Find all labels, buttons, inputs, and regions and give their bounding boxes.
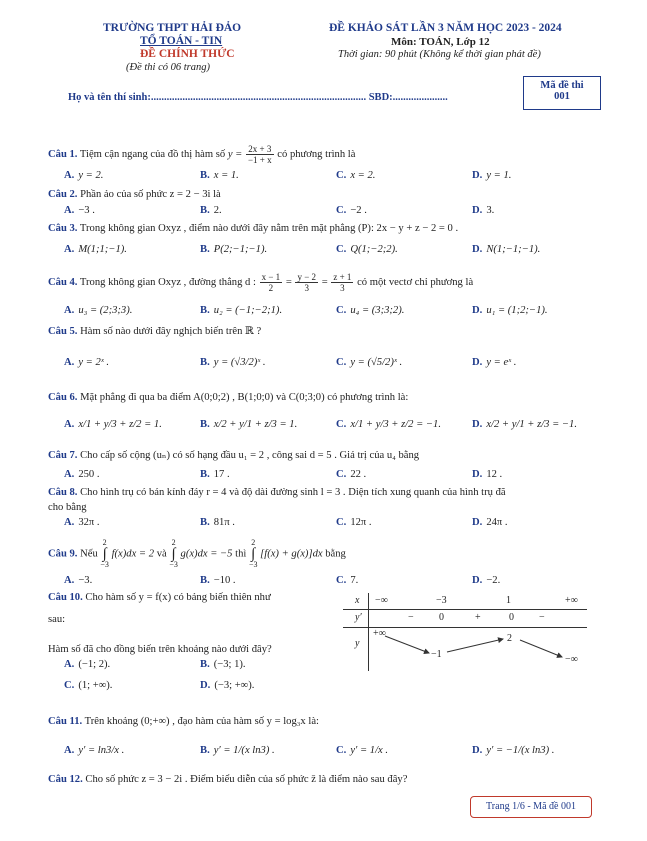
answer-text: x/2 + y/1 + z/3 = 1.: [213, 419, 298, 430]
answer-text: 7.: [350, 575, 359, 586]
q10-answer-c[interactable]: [64, 680, 112, 691]
num: z + 1: [333, 272, 352, 282]
answer-label: D.: [472, 419, 483, 430]
q8-answer-a[interactable]: [64, 517, 100, 528]
q2-answer-d[interactable]: [472, 205, 494, 216]
table-sign-1: 0: [439, 612, 444, 623]
question-1: [48, 144, 355, 165]
q4-frac-x: [260, 272, 283, 293]
answer-text: (1; +∞).: [78, 680, 113, 691]
table-y-label: y: [355, 638, 360, 649]
answer-label: D.: [472, 205, 483, 216]
q5-text: Hàm số nào dưới đây nghịch biến trên ℝ ?: [80, 326, 262, 337]
q7-text: Cho cấp số cộng (uₙ) có số hạng đầu u₁ = 2 , công sai d = 5 . Giá trị của u₄ bằng: [80, 450, 420, 461]
answer-text: y = (√3/2)ˣ .: [213, 357, 266, 368]
q12-label: Câu 12.: [48, 774, 83, 785]
answer-label: A.: [64, 469, 75, 480]
question-10: [48, 591, 271, 604]
table-x-3: +∞: [565, 595, 578, 606]
q9-answer-a[interactable]: [64, 575, 92, 586]
arrow-down-2: [520, 640, 562, 657]
answer-label: A.: [64, 659, 75, 670]
answer-text: (−3; 1).: [213, 659, 246, 670]
q8-label: Câu 8.: [48, 487, 78, 498]
answer-label: A.: [64, 305, 75, 316]
question-10-cont: sau:: [48, 614, 66, 625]
upper: 2: [102, 538, 107, 547]
q2-label: Câu 2.: [48, 189, 78, 200]
answer-label: D.: [472, 575, 483, 586]
answer-text: 250 .: [78, 469, 100, 480]
answer-label: B.: [200, 419, 210, 430]
q2-answer-b[interactable]: [200, 205, 222, 216]
answer-text: y = (√5/2)ˣ .: [350, 357, 403, 368]
answer-text: 17 .: [213, 469, 230, 480]
answer-label: A.: [64, 419, 75, 430]
q4-answer-d[interactable]: [472, 305, 548, 316]
q11-answer-c[interactable]: [336, 745, 388, 756]
q1-fraction: [246, 144, 274, 165]
table-sign-4: −: [539, 612, 545, 623]
answer-text: 2.: [213, 205, 222, 216]
q11-answer-b[interactable]: [200, 745, 275, 756]
q10-answer-d[interactable]: [200, 680, 254, 691]
answer-label: B.: [200, 517, 210, 528]
answer-text: 32π .: [78, 517, 100, 528]
answer-text: y′ = 1/x .: [350, 745, 389, 756]
q8-answer-d[interactable]: [472, 517, 508, 528]
question-4: Câu 4. Trong không gian Oxyz , đường thẳng d : $\frac{x - 1}{2}$ = $\frac{y - 2}{3}$ = $\frac{z + 1}{3}$ có một vectơ chỉ phương là: [48, 272, 474, 293]
answer-text: (−1; 2).: [78, 659, 111, 670]
q1-answer-a[interactable]: [64, 170, 103, 181]
answer-text: y = 2ˣ .: [78, 357, 110, 368]
q4-label: Câu 4.: [48, 276, 78, 288]
q7-answer-c[interactable]: [336, 469, 366, 480]
table-y-2: 2: [507, 633, 512, 644]
q3-answer-c[interactable]: [336, 244, 398, 255]
subject: Môn: TOÁN, Lớp 12: [391, 36, 490, 48]
q10-answer-a[interactable]: [64, 659, 110, 670]
answer-label: C.: [336, 205, 347, 216]
answer-label: A.: [64, 517, 75, 528]
question-3: [48, 222, 458, 235]
page-footer: Trang 1/6 - Mã đề 001: [470, 796, 592, 818]
answer-label: C.: [336, 517, 347, 528]
q10-label: Câu 10.: [48, 592, 83, 603]
table-x-2: 1: [506, 595, 511, 606]
q9-i2: g(x)dx = −5: [180, 548, 233, 560]
q4-text: Trong không gian Oxyz , đường thẳng d :: [79, 276, 256, 288]
answer-text: u₁ = (1;2;−1).: [486, 305, 548, 316]
q5-answer-a[interactable]: [64, 357, 109, 368]
q11-answer-a[interactable]: [64, 745, 124, 756]
answer-label: D.: [472, 170, 483, 181]
q8-answer-c[interactable]: [336, 517, 372, 528]
q4-frac-z: [331, 272, 353, 293]
q4-tail: có một vectơ chỉ phương là: [357, 276, 474, 288]
q1-text: Tiệm cận ngang của đồ thị hàm số: [79, 148, 226, 160]
den: 3: [340, 283, 345, 293]
q6-answer-a[interactable]: [64, 419, 162, 430]
q9-answer-c[interactable]: [336, 575, 358, 586]
variation-table: [343, 593, 587, 671]
answer-label: B.: [200, 205, 210, 216]
answer-text: N(1;−1;−1).: [486, 244, 541, 255]
q3-label: Câu 3.: [48, 223, 78, 234]
official-label: ĐỀ CHÍNH THỨC: [140, 48, 235, 60]
q1-num: 2x + 3: [246, 144, 274, 155]
q3-answer-d[interactable]: [472, 244, 540, 255]
answer-text: x/1 + y/3 + z/2 = 1.: [78, 419, 162, 430]
exam-title: ĐỀ KHẢO SÁT LẦN 3 NĂM HỌC 2023 - 2024: [329, 22, 562, 34]
answer-text: M(1;1;−1).: [78, 244, 127, 255]
answer-label: D.: [472, 305, 483, 316]
question-9: [48, 539, 346, 569]
q11-answer-d[interactable]: [472, 745, 554, 756]
q3-answer-b[interactable]: [200, 244, 267, 255]
question-6: [48, 391, 408, 404]
answer-text: 22 .: [350, 469, 367, 480]
q7-answer-d[interactable]: [472, 469, 502, 480]
lower: −3: [248, 560, 258, 569]
answer-text: −2 .: [350, 205, 367, 216]
answer-text: y = eˣ .: [486, 357, 517, 368]
q1-answer-c[interactable]: [336, 170, 375, 181]
q7-label: Câu 7.: [48, 450, 78, 461]
den: 2: [268, 283, 274, 293]
q6-label: Câu 6.: [48, 392, 78, 403]
answer-text: (−3; +∞).: [214, 680, 255, 691]
q1-tail: có phương trình là: [277, 148, 356, 160]
table-y-0: +∞: [373, 628, 386, 639]
answer-label: B.: [200, 745, 210, 756]
answer-text: 12π .: [350, 517, 372, 528]
answer-label: C.: [336, 170, 347, 181]
q5-answer-c[interactable]: [336, 357, 402, 368]
table-sign-3: 0: [509, 612, 514, 623]
q9-i3: [f(x) + g(x)]dx: [260, 548, 323, 560]
q10-answer-b[interactable]: [200, 659, 246, 670]
table-y-3: −∞: [565, 654, 578, 665]
answer-label: B.: [200, 170, 210, 181]
answer-text: −3 .: [78, 205, 95, 216]
upper: 2: [171, 538, 176, 547]
table-x-1: −3: [436, 595, 447, 606]
q7-answer-b[interactable]: [200, 469, 230, 480]
question-5: [48, 325, 261, 338]
q9-integral-2: 2 ∫ −3: [169, 538, 178, 569]
answer-label: A.: [64, 745, 75, 756]
num: x − 1: [261, 272, 281, 282]
table-x-label: x: [355, 595, 360, 606]
table-y-1: −1: [431, 649, 442, 660]
answer-label: C.: [64, 680, 75, 691]
pages-note: (Đề thi có 06 trang): [126, 62, 210, 73]
q4-frac-y: [295, 272, 318, 293]
answer-text: x/1 + y/3 + z/2 = −1.: [350, 419, 441, 430]
q6-text: Mặt phẳng đi qua ba điểm A(0;0;2) , B(1;0;0) và C(0;3;0) có phương trình là:: [80, 392, 409, 403]
table-arrows: [343, 593, 587, 671]
q9-text: Nếu: [80, 548, 98, 560]
answer-label: B.: [200, 305, 210, 316]
table-x-0: −∞: [375, 595, 388, 606]
answer-text: x = 2.: [350, 170, 376, 181]
q8-text: Cho hình trụ có bán kính đáy r = 4 và độ dài đường sinh l = 3 . Diện tích xung quanh của hình trụ đã: [80, 487, 506, 498]
answer-label: B.: [200, 575, 210, 586]
lower: −3: [100, 560, 109, 569]
answer-text: x = 1.: [213, 170, 239, 181]
q4-answer-b[interactable]: [200, 305, 282, 316]
q9-label: Câu 9.: [48, 548, 78, 560]
answer-label: D.: [472, 469, 483, 480]
answer-text: Q(1;−2;2).: [350, 244, 398, 255]
table-sign-0: −: [408, 612, 414, 623]
q5-label: Câu 5.: [48, 326, 78, 337]
answer-label: D.: [472, 745, 483, 756]
q2-answer-a[interactable]: [64, 205, 95, 216]
answer-text: P(2;−1;−1).: [213, 244, 268, 255]
question-2: [48, 188, 221, 201]
answer-label: B.: [200, 244, 210, 255]
q1-label: Câu 1.: [48, 148, 78, 160]
q7-answer-a[interactable]: [64, 469, 100, 480]
answer-text: y′ = 1/(x ln3) .: [213, 745, 275, 756]
q5-answer-b[interactable]: [200, 357, 266, 368]
q10-text: Cho hàm số y = f(x) có bảng biến thiên như: [85, 592, 271, 603]
table-yp-label: y′: [355, 612, 362, 623]
q9-integral-1: 2 ∫ −3: [100, 538, 109, 569]
answer-label: A.: [64, 575, 75, 586]
lower: −3: [169, 560, 178, 569]
answer-text: y′ = −1/(x ln3) .: [486, 745, 555, 756]
answer-text: 81π .: [213, 517, 235, 528]
q2-answer-c[interactable]: [336, 205, 367, 216]
answer-text: u₃ = (2;3;3).: [78, 305, 133, 316]
answer-label: B.: [200, 357, 210, 368]
answer-label: C.: [336, 305, 347, 316]
department-name: TỔ TOÁN - TIN: [140, 35, 223, 47]
table-sign-2: +: [475, 612, 481, 623]
q5-answer-d[interactable]: [472, 357, 516, 368]
answer-text: y′ = ln3/x .: [78, 745, 125, 756]
answer-label: A.: [64, 170, 75, 181]
exam-time: Thời gian: 90 phút (Không kể thời gian phát đề): [338, 49, 541, 60]
answer-label: B.: [200, 469, 210, 480]
answer-label: C.: [336, 419, 347, 430]
answer-label: C.: [336, 357, 347, 368]
q4-answer-c[interactable]: [336, 305, 404, 316]
question-12: [48, 773, 407, 786]
answer-label: C.: [336, 575, 347, 586]
answer-text: x/2 + y/1 + z/3 = −1.: [486, 419, 577, 430]
answer-label: D.: [472, 244, 483, 255]
q9-integral-3: 2 ∫ −3: [248, 538, 258, 569]
student-info-line: Họ và tên thí sinh:.................................................................................. SBD:.....................: [68, 92, 448, 103]
q1-fraction-prefix: y =: [227, 148, 243, 160]
q9-answer-b[interactable]: [200, 575, 236, 586]
q1-answer-d[interactable]: [472, 170, 511, 181]
q6-answer-b[interactable]: [200, 419, 297, 430]
exam-code-value: 001: [554, 91, 570, 102]
answer-text: u₄ = (3;3;2).: [350, 305, 405, 316]
question-8: [48, 486, 506, 499]
question-8-cont: cho bằng: [48, 502, 87, 513]
answer-label: A.: [64, 205, 75, 216]
answer-text: y = 2.: [78, 170, 104, 181]
q9-tail: bằng: [325, 548, 346, 560]
answer-text: −2.: [486, 575, 501, 586]
answer-label: A.: [64, 244, 75, 255]
q8-answer-b[interactable]: [200, 517, 235, 528]
q9-i1: f(x)dx = 2: [111, 548, 155, 560]
answer-label: D.: [472, 357, 483, 368]
q4-answer-a[interactable]: [64, 305, 132, 316]
q9-then: thì: [235, 548, 247, 560]
q3-answer-a[interactable]: [64, 244, 127, 255]
exam-code-label: Mã đề thi: [540, 80, 584, 91]
q6-answer-c[interactable]: [336, 419, 441, 430]
exam-code-box: [523, 76, 601, 110]
answer-text: 3.: [486, 205, 495, 216]
question-11: [48, 715, 319, 728]
arrow-down-1: [385, 636, 429, 653]
q9-answer-d[interactable]: [472, 575, 500, 586]
q2-text: Phần ảo của số phức z = 2 − 3i là: [80, 189, 221, 200]
answer-label: D.: [472, 517, 483, 528]
answer-text: y = 1.: [486, 170, 512, 181]
q11-label: Câu 11.: [48, 716, 83, 727]
answer-text: 12 .: [486, 469, 503, 480]
answer-text: 24π .: [486, 517, 508, 528]
question-10-ask: Hàm số đã cho đồng biến trên khoảng nào dưới đây?: [48, 644, 272, 655]
question-7: [48, 449, 419, 462]
q11-text: Trên khoảng (0;+∞) , đạo hàm của hàm số y = log₃x là:: [84, 716, 319, 727]
answer-label: B.: [200, 659, 210, 670]
q1-answer-b[interactable]: [200, 170, 239, 181]
answer-label: C.: [336, 244, 347, 255]
answer-label: C.: [336, 745, 347, 756]
answer-text: −10 .: [213, 575, 236, 586]
answer-label: D.: [200, 680, 211, 691]
q12-text: Cho số phức z = 3 − 2i . Điểm biểu diễn của số phức z̄ là điểm nào sau đây?: [85, 774, 408, 785]
answer-text: −3.: [78, 575, 93, 586]
q3-text: Trong không gian Oxyz , điểm nào dưới đây nằm trên mặt phẳng (P): 2x − y + z − 2 = 0 .: [79, 223, 459, 234]
q9-mid: và: [156, 548, 167, 560]
upper: 2: [251, 538, 256, 547]
answer-text: u₂ = (−1;−2;1).: [213, 305, 283, 316]
school-name: TRƯỜNG THPT HẢI ĐẢO: [103, 22, 242, 34]
answer-label: C.: [336, 469, 347, 480]
answer-label: A.: [64, 357, 75, 368]
q6-answer-d[interactable]: [472, 419, 577, 430]
q1-den: −1 + x: [247, 155, 272, 165]
arrow-up: [447, 639, 503, 652]
num: y − 2: [297, 272, 317, 282]
den: 3: [304, 283, 309, 293]
